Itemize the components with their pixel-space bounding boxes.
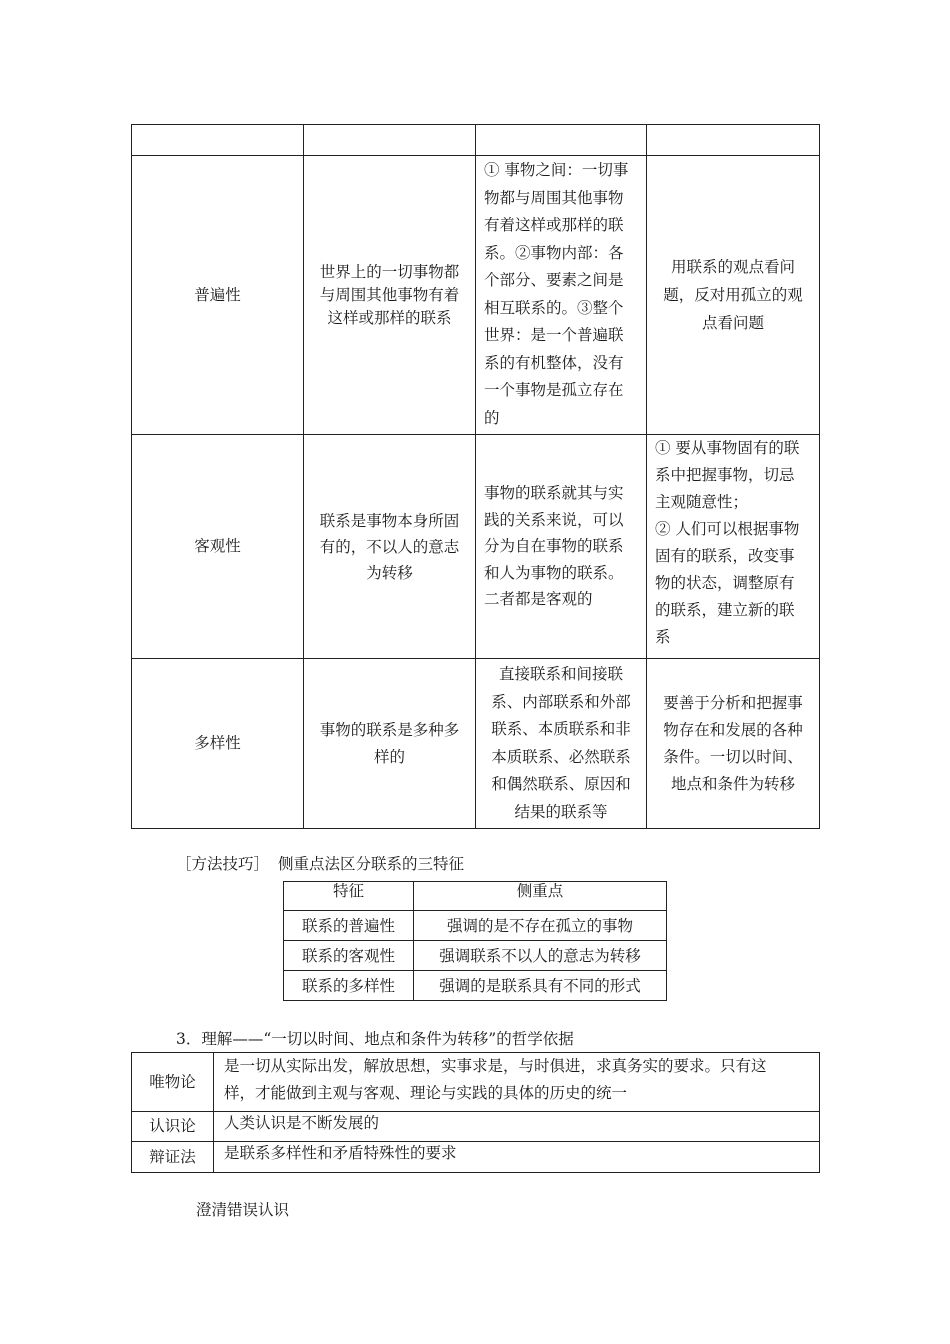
cell-line: 有的，不以人的意志 — [319, 537, 460, 556]
cell-line: 物都与周围其他事物 — [484, 188, 624, 207]
cell-line: 与周围其他事物有着 — [319, 285, 460, 304]
cell-line: 事物的联系是多种多 — [319, 720, 460, 739]
cell-line: ① 要从事物固有的联 — [655, 439, 800, 457]
basis-text — [214, 1112, 820, 1142]
cell-line: 条件。一切以时间、 — [663, 747, 803, 766]
cell-line: 人类认识是不断发展的 — [224, 1114, 380, 1132]
section-3-title: 3．理解——“一切以时间、地点和条件为转移”的哲学依据 — [176, 1030, 574, 1048]
emphasis-cell: 强调的是不存在孤立的事物 — [414, 911, 667, 941]
method-cell — [647, 435, 820, 659]
cell-line: 是一切从实际出发，解放思想，实事求是，与时俱进，求真务实的要求。只有这 — [224, 1057, 767, 1075]
basis-text — [214, 1053, 820, 1112]
table-row — [132, 1053, 820, 1112]
clarify-misconceptions-heading: 澄清错误认识 — [196, 1201, 290, 1219]
cell-line: 系 — [655, 628, 671, 646]
cell-line: ① 事物之间：一切事 — [484, 161, 629, 179]
cell-line: 题，反对用孤立的观 — [663, 286, 803, 304]
method-tip-heading — [176, 852, 464, 874]
method-tip-title: 侧重点法区分联系的三特征 — [277, 855, 464, 873]
cell-line: 这样或那样的联系 — [327, 308, 452, 327]
cell-line: 相互联系的。③整个 — [484, 298, 624, 317]
cell-line: 点看问题 — [701, 314, 764, 332]
meaning-cell — [304, 659, 476, 829]
table-row — [132, 1112, 820, 1142]
header-cell: 侧重点 — [414, 882, 667, 911]
cell-line: 系中把握事物，切忌 — [655, 466, 795, 484]
feature-cell: 联系的客观性 — [284, 941, 414, 971]
cell-line: 为转移 — [366, 563, 413, 582]
table-row — [284, 971, 667, 1001]
feature-emphasis-table — [283, 881, 667, 1001]
cell-line: 联系是事物本身所固 — [319, 511, 460, 530]
cell-line: 世界上的一切事物都 — [319, 262, 460, 281]
cell-line: 和偶然联系、原因和 — [491, 775, 631, 793]
method-cell — [647, 156, 820, 435]
cell-line: 固有的联系，改变事 — [655, 547, 795, 565]
table-header-row — [284, 882, 667, 911]
trait-cell — [132, 156, 304, 435]
connection-traits-table — [131, 124, 820, 829]
trait-label: 客观性 — [194, 537, 241, 555]
trait-label: 普遍性 — [194, 285, 241, 304]
cell-line: 系、内部联系和外部 — [491, 692, 631, 711]
table-header-row — [132, 125, 820, 156]
meaning-cell — [304, 156, 476, 435]
trait-cell — [132, 659, 304, 829]
cell-line: 事物的联系就其与实 — [484, 484, 624, 503]
header-cell — [647, 125, 820, 156]
trait-label: 多样性 — [194, 734, 241, 752]
cell-line: 一个事物是孤立存在 — [484, 381, 624, 399]
cell-line: 的 — [484, 408, 500, 427]
cell-line: 样，才能做到主观与客观、理论与实践的具体的历史的统一 — [224, 1084, 628, 1102]
cell-line: 的联系，建立新的联 — [655, 601, 795, 619]
basis-label: 唯物论 — [132, 1053, 214, 1112]
cell-line: 是联系多样性和矛盾特殊性的要求 — [224, 1144, 457, 1162]
cell-line: 有着这样或那样的联 — [484, 216, 624, 234]
cell-line: 结果的联系等 — [514, 802, 608, 821]
basis-label: 辩证法 — [132, 1142, 214, 1173]
basis-label: 认识论 — [132, 1112, 214, 1142]
manifest-cell — [476, 659, 647, 829]
feature-cell: 联系的普遍性 — [284, 911, 414, 941]
cell-line: 物存在和发展的各种 — [663, 720, 803, 739]
method-tip-tag: ［方法技巧］ — [176, 855, 270, 873]
cell-line: 践的关系来说，可以 — [484, 510, 624, 529]
cell-line: 主观随意性； — [655, 493, 749, 511]
table-row — [132, 1142, 820, 1173]
table-row — [284, 911, 667, 941]
basis-text — [214, 1142, 820, 1173]
emphasis-cell: 强调联系不以人的意志为转移 — [414, 941, 667, 971]
cell-line: 系。②事物内部：各 — [484, 243, 624, 262]
cell-line: 个部分、要素之间是 — [484, 271, 624, 289]
header-cell — [476, 125, 647, 156]
cell-line: 直接联系和间接联 — [498, 665, 623, 683]
meaning-cell — [304, 435, 476, 659]
cell-line: 地点和条件为转移 — [670, 774, 795, 793]
cell-line: 用联系的观点看问 — [670, 258, 795, 276]
header-cell: 特征 — [284, 882, 414, 911]
philosophical-basis-table — [131, 1052, 820, 1173]
table-row — [132, 156, 820, 435]
feature-cell: 联系的多样性 — [284, 971, 414, 1001]
method-cell — [647, 659, 820, 829]
cell-line: 样的 — [373, 747, 405, 766]
cell-line: 本质联系、必然联系 — [491, 747, 631, 766]
header-cell — [132, 125, 304, 156]
emphasis-cell: 强调的是联系具有不同的形式 — [414, 971, 667, 1001]
manifest-cell — [476, 156, 647, 435]
cell-line: 分为自在事物的联系 — [484, 537, 624, 556]
table-row — [284, 941, 667, 971]
cell-line: ② 人们可以根据事物 — [655, 520, 800, 538]
cell-line: 物的状态，调整原有 — [655, 574, 795, 592]
manifest-cell — [476, 435, 647, 659]
table-row — [132, 659, 820, 829]
header-cell — [304, 125, 476, 156]
cell-line: 要善于分析和把握事 — [663, 693, 803, 712]
cell-line: 世界：是一个普遍联 — [484, 326, 624, 344]
trait-cell — [132, 435, 304, 659]
cell-line: 二者都是客观的 — [484, 590, 593, 609]
cell-line: 系的有机整体，没有 — [484, 353, 624, 372]
table-row — [132, 435, 820, 659]
cell-line: 联系、本质联系和非 — [491, 720, 631, 738]
cell-line: 和人为事物的联系。 — [484, 563, 624, 582]
